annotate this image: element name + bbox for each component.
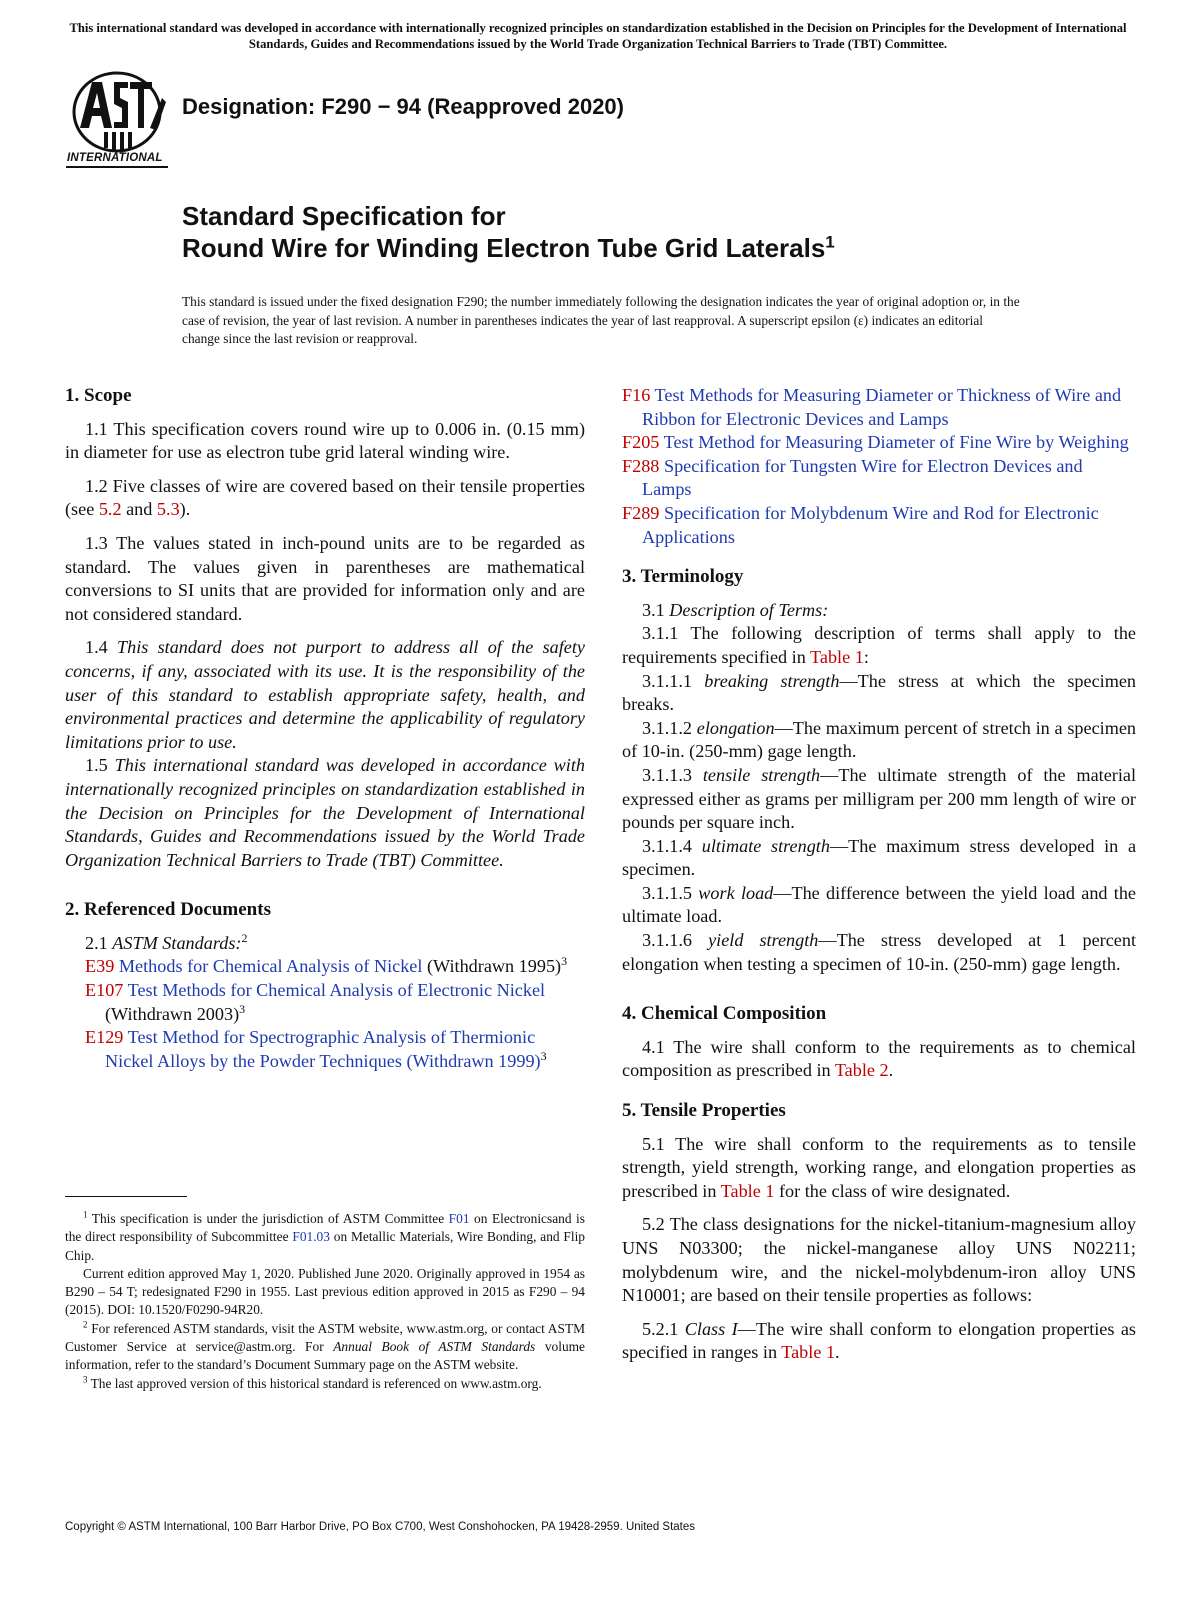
para-3-1-1: 3.1.1 The following description of terms shall apply to the requirements specified in Table 1:: [622, 623, 1136, 667]
top-notice: This international standard was developed in accordance with internationally recognized principles on standardization established in the Decision on Principles for the Development of International Standards, Guides and Recommendations issued by the World Trade Organization Technical Barriers to Trade (TBT) Committee.: [69, 21, 1127, 51]
footnote-rule: [65, 1196, 187, 1197]
link-f01[interactable]: F01: [448, 1211, 470, 1226]
para-5-2-1: 5.2.1 Class I—The wire shall conform to elongation properties as specified in ranges in Table 1.: [622, 1318, 1136, 1363]
term-elongation: 3.1.1.2 elongation—The maximum percent of stretch in a specimen of 10-in. (250-mm) gage length.: [622, 717, 1137, 762]
para-1-4: 1.4 This standard does not purport to address all of the safety concerns, if any, associated with its use. It is the responsibility of the user of this standard to establish appropriate safety, health, and environmental practices and determine the applicability of regulatory limitations prior to use.: [65, 637, 585, 752]
term-yield-strength: 3.1.1.6 yield strength—The stress developed at 1 percent elongation when testing a specimen of 10-in. (250-mm) gage length.: [622, 930, 1136, 974]
para-5-2: 5.2 The class designations for the nickel-titanium-magnesium alloy UNS N03300; the nickel-manganese alloy UNS N02211; molybdenum wire, and the nickel-molybdenum-iron alloy UNS N10001; are based on their tensile properties as follows:: [622, 1214, 1136, 1306]
title-line-2-text: Round Wire for Winding Electron Tube Grid Laterals: [182, 233, 826, 263]
document-title: [182, 200, 835, 264]
para-1-2: 1.2 Five classes of wire are covered based on their tensile properties (see 5.2 and 5.3).: [65, 475, 585, 520]
term-breaking-strength: 3.1.1.1 breaking strength—The stress at which the specimen breaks.: [622, 670, 1137, 715]
title-footnote-mark[interactable]: 1: [825, 232, 835, 252]
link-f01-03[interactable]: F01.03: [292, 1229, 330, 1245]
para-1-3: 1.3 The values stated in inch-pound units are to be regarded as standard. The values given in parentheses are mathematical conversions to SI units that are provided for information only and are not considered standard.: [65, 532, 585, 624]
section-1-heading: 1. Scope: [65, 385, 132, 406]
footnote-3: $^3$ The last approved version of this historical standard is referenced on www.astm.org.: [83, 1374, 542, 1391]
section-3-heading: 3. Terminology: [622, 566, 744, 588]
para-1-5: 1.5 This international standard was developed in accordance with internationally recognized principles on standardization established in the Decision on Principles for the Development of International Standards, Guides and Recommendations issued by the World Trade Organization Technical Barriers to Trade (TBT) Committee.: [65, 755, 586, 870]
para-3-1: 3.1 Description of Terms:: [642, 599, 829, 620]
link-table-1-b[interactable]: Table 1: [720, 1180, 775, 1201]
ref-f289[interactable]: F289 Specification for Molybdenum Wire and Rod for Electronic Applications: [622, 502, 1099, 547]
footnote-1: $^1$ This specification is under the jurisdiction of ASTM Committee F01 on Electronicsand is the direct responsibility of Subcommittee F01.03 on Metallic Materials, Wire Bonding, and Flip Chip.: [65, 1209, 586, 1263]
ref-e39[interactable]: E39 Methods for Chemical Analysis of Nickel (Withdrawn 1995)$^3$: [85, 954, 568, 977]
logo-rule: [66, 166, 168, 168]
footnotes: [65, 1210, 585, 1393]
term-ultimate-strength: 3.1.1.4 ultimate strength—The maximum stress developed in a specimen.: [622, 835, 1137, 880]
ref-f16[interactable]: F16 Test Methods for Measuring Diameter or Thickness of Wire and Ribbon for Electronic Devices and Lamps: [622, 385, 1122, 429]
section-2-heading: 2. Referenced Documents: [65, 899, 271, 921]
para-5-1: 5.1 The wire shall conform to the requirements as to tensile strength, yield strength, working range, and elongation properties as prescribed in Table 1 for the class of wire designated.: [622, 1133, 1136, 1201]
para-1-1: 1.1 This specification covers round wire up to 0.006 in. (0.15 mm) in diameter for use as electron tube grid lateral winding wire.: [65, 418, 585, 463]
section-5-heading: 5. Tensile Properties: [622, 1100, 786, 1122]
link-5-2[interactable]: 5.2: [98, 499, 122, 520]
ref-f288[interactable]: F288 Specification for Tungsten Wire for Electron Devices and Lamps: [622, 455, 1083, 500]
ref-f205[interactable]: F205 Test Method for Measuring Diameter of Fine Wire by Weighing: [622, 432, 1129, 453]
designation: Designation: F290 − 94 (Reapproved 2020): [182, 94, 624, 119]
footnote-1-edition: Current edition approved May 1, 2020. Published June 2020. Originally approved in 1954 as B290 – 54 T; redesignated F290 in 1955. Last previous edition approved in 2015 as F290 – 94 (2015). DOI: 10.1520/F0290-94R20.: [65, 1265, 585, 1318]
copyright-line: Copyright © ASTM International, 100 Barr Harbor Drive, PO Box C700, West Conshohocken, PA 19428-2959. United States: [65, 1521, 696, 1533]
para-4-1: 4.1 The wire shall conform to the requirements as to chemical composition as prescribed in Table 2.: [622, 1036, 1136, 1081]
link-table-2[interactable]: Table 2: [834, 1060, 889, 1081]
title-line-2: [182, 232, 835, 264]
footnote-mark-2[interactable]: 2: [241, 930, 248, 945]
section-4-heading: 4. Chemical Composition: [622, 1003, 827, 1025]
issuance-note: This standard is issued under the fixed designation F290; the number immediately following the designation indicates the year of original adoption or, in the case of revision, the year of last revision. A number in parentheses indicates the year of last reapproval. A superscript epsilon (ε) indicates an editorial change since the last revision or reapproval.: [182, 294, 1020, 346]
term-work-load: 3.1.1.5 work load—The difference between the yield load and the ultimate load.: [622, 882, 1136, 927]
footnote-2: $^2$ For referenced ASTM standards, visit the ASTM website, www.astm.org, or contact ASTM Customer Service at service@astm.org. For Annual Book of ASTM Standards volume information, refer to the standard’s Document Summary page on the ASTM website.: [65, 1319, 585, 1373]
link-5-3[interactable]: 5.3: [156, 499, 180, 520]
title-line-1: Standard Specification for: [182, 201, 506, 231]
para-2-1: 2.1 ASTM Standards:$^2$: [85, 930, 248, 953]
link-table-1[interactable]: Table 1: [810, 646, 864, 667]
logo-caption: INTERNATIONAL: [67, 152, 163, 164]
ref-e129[interactable]: E129 Test Method for Spectrographic Analysis of Thermionic Nickel Alloys by the Powder Techniques (Withdrawn 1999)$^3$: [85, 1027, 547, 1071]
right-column: [622, 384, 1136, 1365]
left-column: [65, 384, 585, 1073]
link-table-1-c[interactable]: Table 1: [781, 1342, 836, 1363]
term-tensile-strength: 3.1.1.3 tensile strength—The ultimate strength of the material expressed either as grams per milligram per 200 mm length of wire or pounds per square inch.: [622, 764, 1137, 833]
ref-e107[interactable]: E107 Test Methods for Chemical Analysis of Electronic Nickel (Withdrawn 2003)$^3$: [85, 980, 546, 1024]
